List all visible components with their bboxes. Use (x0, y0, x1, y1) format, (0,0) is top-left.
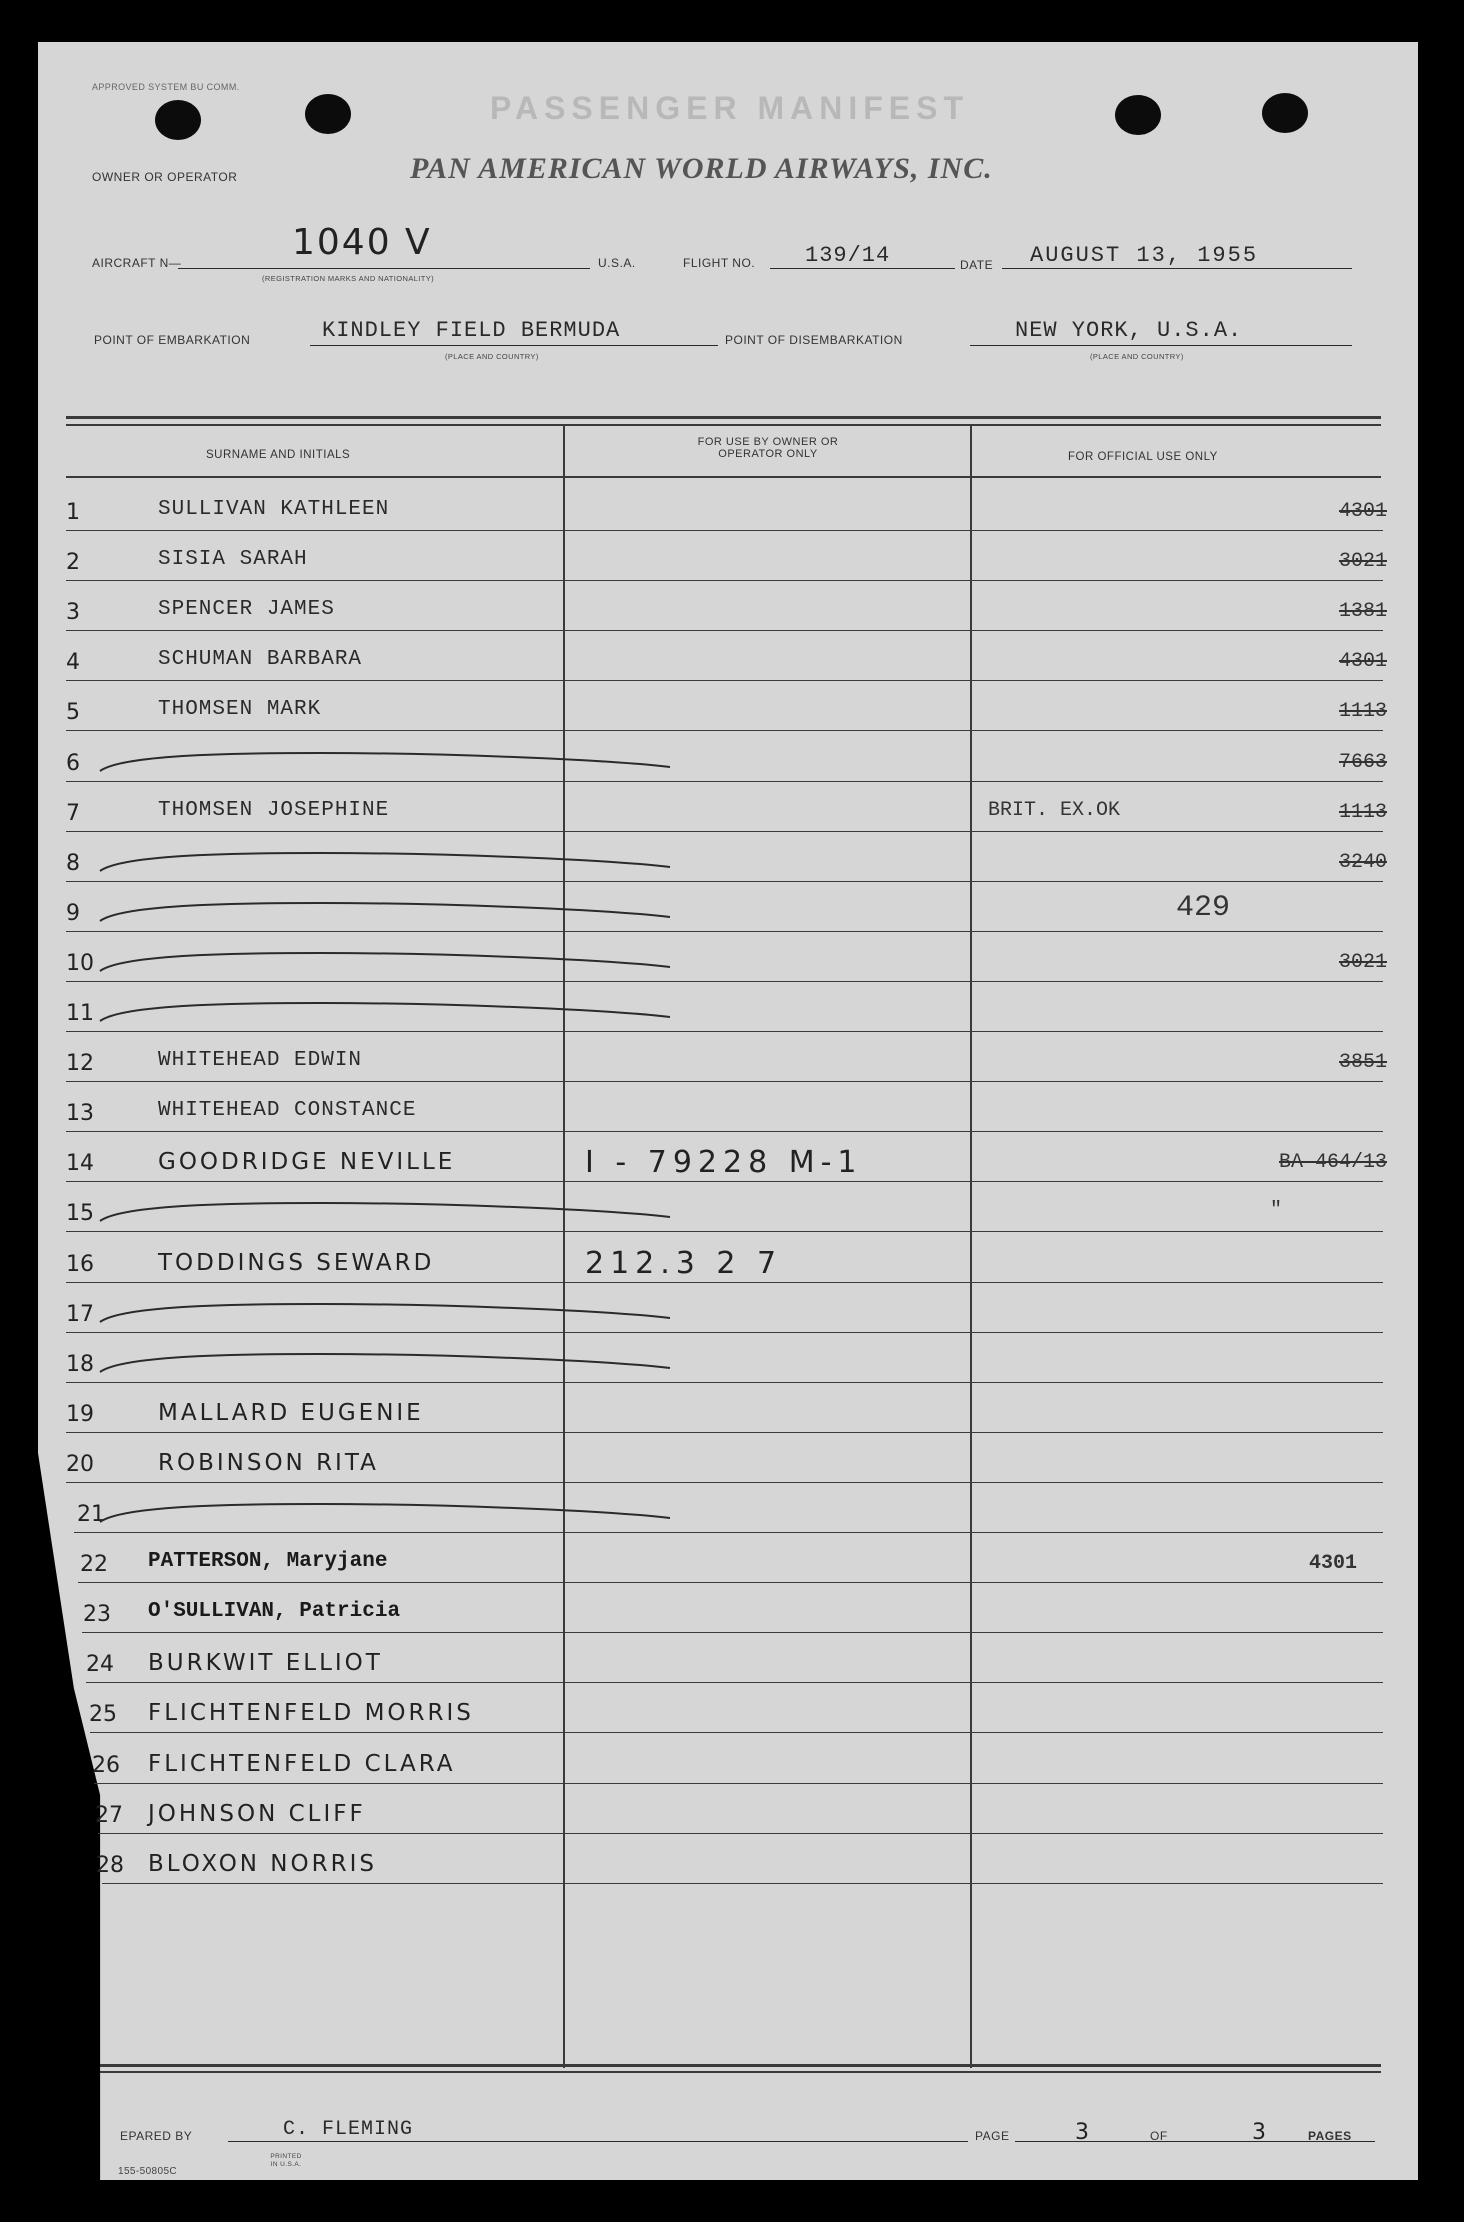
row-rule (66, 630, 1383, 631)
approval-note: APPROVED SYSTEM BU COMM. (92, 82, 240, 92)
row-number: 17 (66, 1302, 94, 1327)
row-number: 20 (66, 1452, 94, 1477)
row-number: 2 (66, 550, 80, 575)
punch-hole-4 (1262, 93, 1308, 133)
punch-hole-2 (305, 94, 351, 134)
row-rule (66, 1131, 1383, 1132)
row-number: 3 (66, 600, 80, 625)
passenger-name: SULLIVAN KATHLEEN (158, 498, 390, 521)
disembark-label: POINT OF DISEMBARKATION (725, 333, 903, 347)
prepared-label: EPARED BY (120, 2129, 193, 2143)
row-number: 9 (66, 901, 80, 926)
crossed-out-scribble (80, 1187, 720, 1247)
pages-label: PAGES (1308, 2129, 1352, 2143)
of-value: 3 (1252, 2120, 1269, 2145)
row-number: 18 (66, 1352, 94, 1377)
flight-value: 139/14 (805, 243, 891, 268)
row-rule (90, 1732, 1383, 1733)
aircraft-label: AIRCRAFT N— (92, 256, 182, 270)
col-official-header: FOR OFFICIAL USE ONLY (1068, 451, 1218, 463)
row-number: 19 (66, 1402, 94, 1427)
row-number: 6 (66, 751, 80, 776)
row-number: 7 (66, 801, 80, 826)
row-rule (66, 1081, 1383, 1082)
owner-value: PAN AMERICAN WORLD AIRWAYS, INC. (410, 152, 993, 185)
page-underline (1015, 2141, 1375, 2142)
official-code: 4301 (1308, 1552, 1357, 1575)
embark-label: POINT OF EMBARKATION (94, 333, 251, 347)
row-rule (66, 1181, 1383, 1182)
row-number: 11 (66, 1001, 94, 1026)
official-code: 3021 (1338, 550, 1387, 573)
owner-use-entry: 212.3 2 7 (585, 1246, 783, 1281)
passenger-name: ROBINSON RITA (158, 1450, 379, 1476)
header-bottom-rule (66, 476, 1381, 478)
row-rule (82, 1632, 1383, 1633)
passenger-name: PATTERSON, Maryjane (148, 1550, 388, 1573)
punch-hole-3 (1115, 95, 1161, 135)
owner-label: OWNER OR OPERATOR (92, 170, 238, 184)
aircraft-value: 1040 V (292, 222, 432, 263)
prepared-underline (228, 2141, 968, 2142)
col-owner-header: FOR USE BY OWNER OR OPERATOR ONLY (697, 436, 839, 460)
prepared-value: C. FLEMING (283, 2118, 414, 2141)
column-divider-2 (970, 426, 972, 2068)
passenger-name: O'SULLIVAN, Patricia (148, 1600, 401, 1623)
official-note: " (1270, 1199, 1283, 1222)
passenger-name: BLOXON NORRIS (148, 1851, 377, 1877)
passenger-name: WHITEHEAD EDWIN (158, 1049, 363, 1072)
official-note: 429 (1176, 891, 1231, 925)
registration-caption: (REGISTRATION MARKS AND NATIONALITY) (262, 274, 435, 283)
row-number: 25 (89, 1702, 117, 1727)
crossed-out-scribble (80, 737, 720, 797)
row-number: 23 (83, 1602, 111, 1627)
disembark-caption: (PLACE AND COUNTRY) (1090, 352, 1184, 361)
row-rule (66, 530, 1383, 531)
page-label: PAGE (975, 2129, 1010, 2143)
col-surname-header: SURNAME AND INITIALS (206, 449, 351, 461)
row-number: 12 (66, 1051, 94, 1076)
row-rule (66, 831, 1383, 832)
row-number: 21 (77, 1502, 105, 1527)
crossed-out-scribble (80, 987, 720, 1047)
row-number: 14 (66, 1151, 94, 1176)
row-rule (66, 730, 1383, 731)
row-rule (98, 1833, 1383, 1834)
form-number: 155-50805C (118, 2166, 178, 2177)
row-number: 15 (66, 1201, 94, 1226)
flight-label: FLIGHT NO. (683, 256, 756, 270)
official-code: 3851 (1338, 1051, 1387, 1074)
row-rule (86, 1682, 1383, 1683)
crossed-out-scribble (80, 1488, 720, 1548)
crossed-out-scribble (80, 1338, 720, 1398)
passenger-name: SCHUMAN BARBARA (158, 648, 363, 671)
passenger-name: SPENCER JAMES (158, 598, 335, 621)
table-bottom-rule-2 (100, 2071, 1381, 2073)
row-number: 8 (66, 851, 80, 876)
passenger-name: THOMSEN MARK (158, 698, 322, 721)
row-rule (66, 580, 1383, 581)
official-code: 4301 (1338, 500, 1387, 523)
official-code: 4301 (1338, 650, 1387, 673)
row-number: 27 (95, 1803, 123, 1828)
row-number: 5 (66, 700, 80, 725)
row-number: 16 (66, 1252, 94, 1277)
row-rule (66, 1432, 1383, 1433)
passenger-name: THOMSEN JOSEPHINE (158, 799, 390, 822)
official-code: 7663 (1338, 751, 1387, 774)
passenger-name: WHITEHEAD CONSTANCE (158, 1099, 417, 1122)
passenger-name: FLICHTENFELD CLARA (148, 1751, 456, 1777)
page-value: 3 (1075, 2120, 1092, 2145)
official-code: 3021 (1338, 951, 1387, 974)
row-number: 24 (86, 1652, 114, 1677)
row-rule (66, 1282, 1383, 1283)
official-code: 1113 (1338, 700, 1387, 723)
row-number: 26 (92, 1753, 120, 1778)
official-code: 3240 (1338, 851, 1387, 874)
row-number: 1 (66, 500, 80, 525)
owner-use-entry: I - 79228 M-1 (585, 1145, 863, 1180)
date-underline (1002, 268, 1352, 269)
official-note: BRIT. EX.OK (988, 799, 1121, 822)
date-value: AUGUST 13, 1955 (1030, 243, 1259, 268)
of-label: OF (1150, 2129, 1168, 2143)
embark-underline (310, 345, 718, 346)
table-top-rule-1 (66, 416, 1381, 419)
form-title: PASSENGER MANIFEST (490, 90, 969, 126)
usa-label: U.S.A. (598, 256, 636, 270)
passenger-name: TODDINGS SEWARD (158, 1250, 435, 1276)
passenger-name: GOODRIDGE NEVILLE (158, 1149, 456, 1175)
table-top-rule-2 (66, 424, 1381, 426)
aircraft-underline (178, 268, 590, 269)
passenger-name: MALLARD EUGENIE (158, 1400, 424, 1426)
date-label: DATE (960, 258, 994, 272)
row-rule (66, 1482, 1383, 1483)
embark-caption: (PLACE AND COUNTRY) (445, 352, 539, 361)
flight-underline (770, 268, 955, 269)
row-number: 28 (96, 1853, 124, 1878)
table-bottom-rule-1 (100, 2064, 1381, 2067)
passenger-name: JOHNSON CLIFF (148, 1801, 366, 1827)
row-rule (78, 1582, 1383, 1583)
disembark-underline (970, 345, 1352, 346)
passenger-name: BURKWIT ELLIOT (148, 1650, 383, 1676)
embark-value: KINDLEY FIELD BERMUDA (322, 318, 621, 343)
row-number: 22 (80, 1552, 108, 1577)
passenger-name: SISIA SARAH (158, 548, 308, 571)
row-rule (94, 1783, 1383, 1784)
column-divider-1 (563, 426, 565, 2068)
passenger-name: FLICHTENFELD MORRIS (148, 1700, 474, 1726)
disembark-value: NEW YORK, U.S.A. (1015, 318, 1243, 343)
punch-hole-1 (155, 100, 201, 140)
row-rule (66, 680, 1383, 681)
row-rule (102, 1883, 1383, 1884)
official-code: BA 464/13 (1278, 1151, 1387, 1174)
row-number: 4 (66, 650, 80, 675)
row-number: 13 (66, 1101, 94, 1126)
printed-note: PRINTED IN U.S.A. (270, 2153, 302, 2168)
row-number: 10 (66, 951, 94, 976)
official-code: 1113 (1338, 801, 1387, 824)
official-code: 1381 (1338, 600, 1387, 623)
